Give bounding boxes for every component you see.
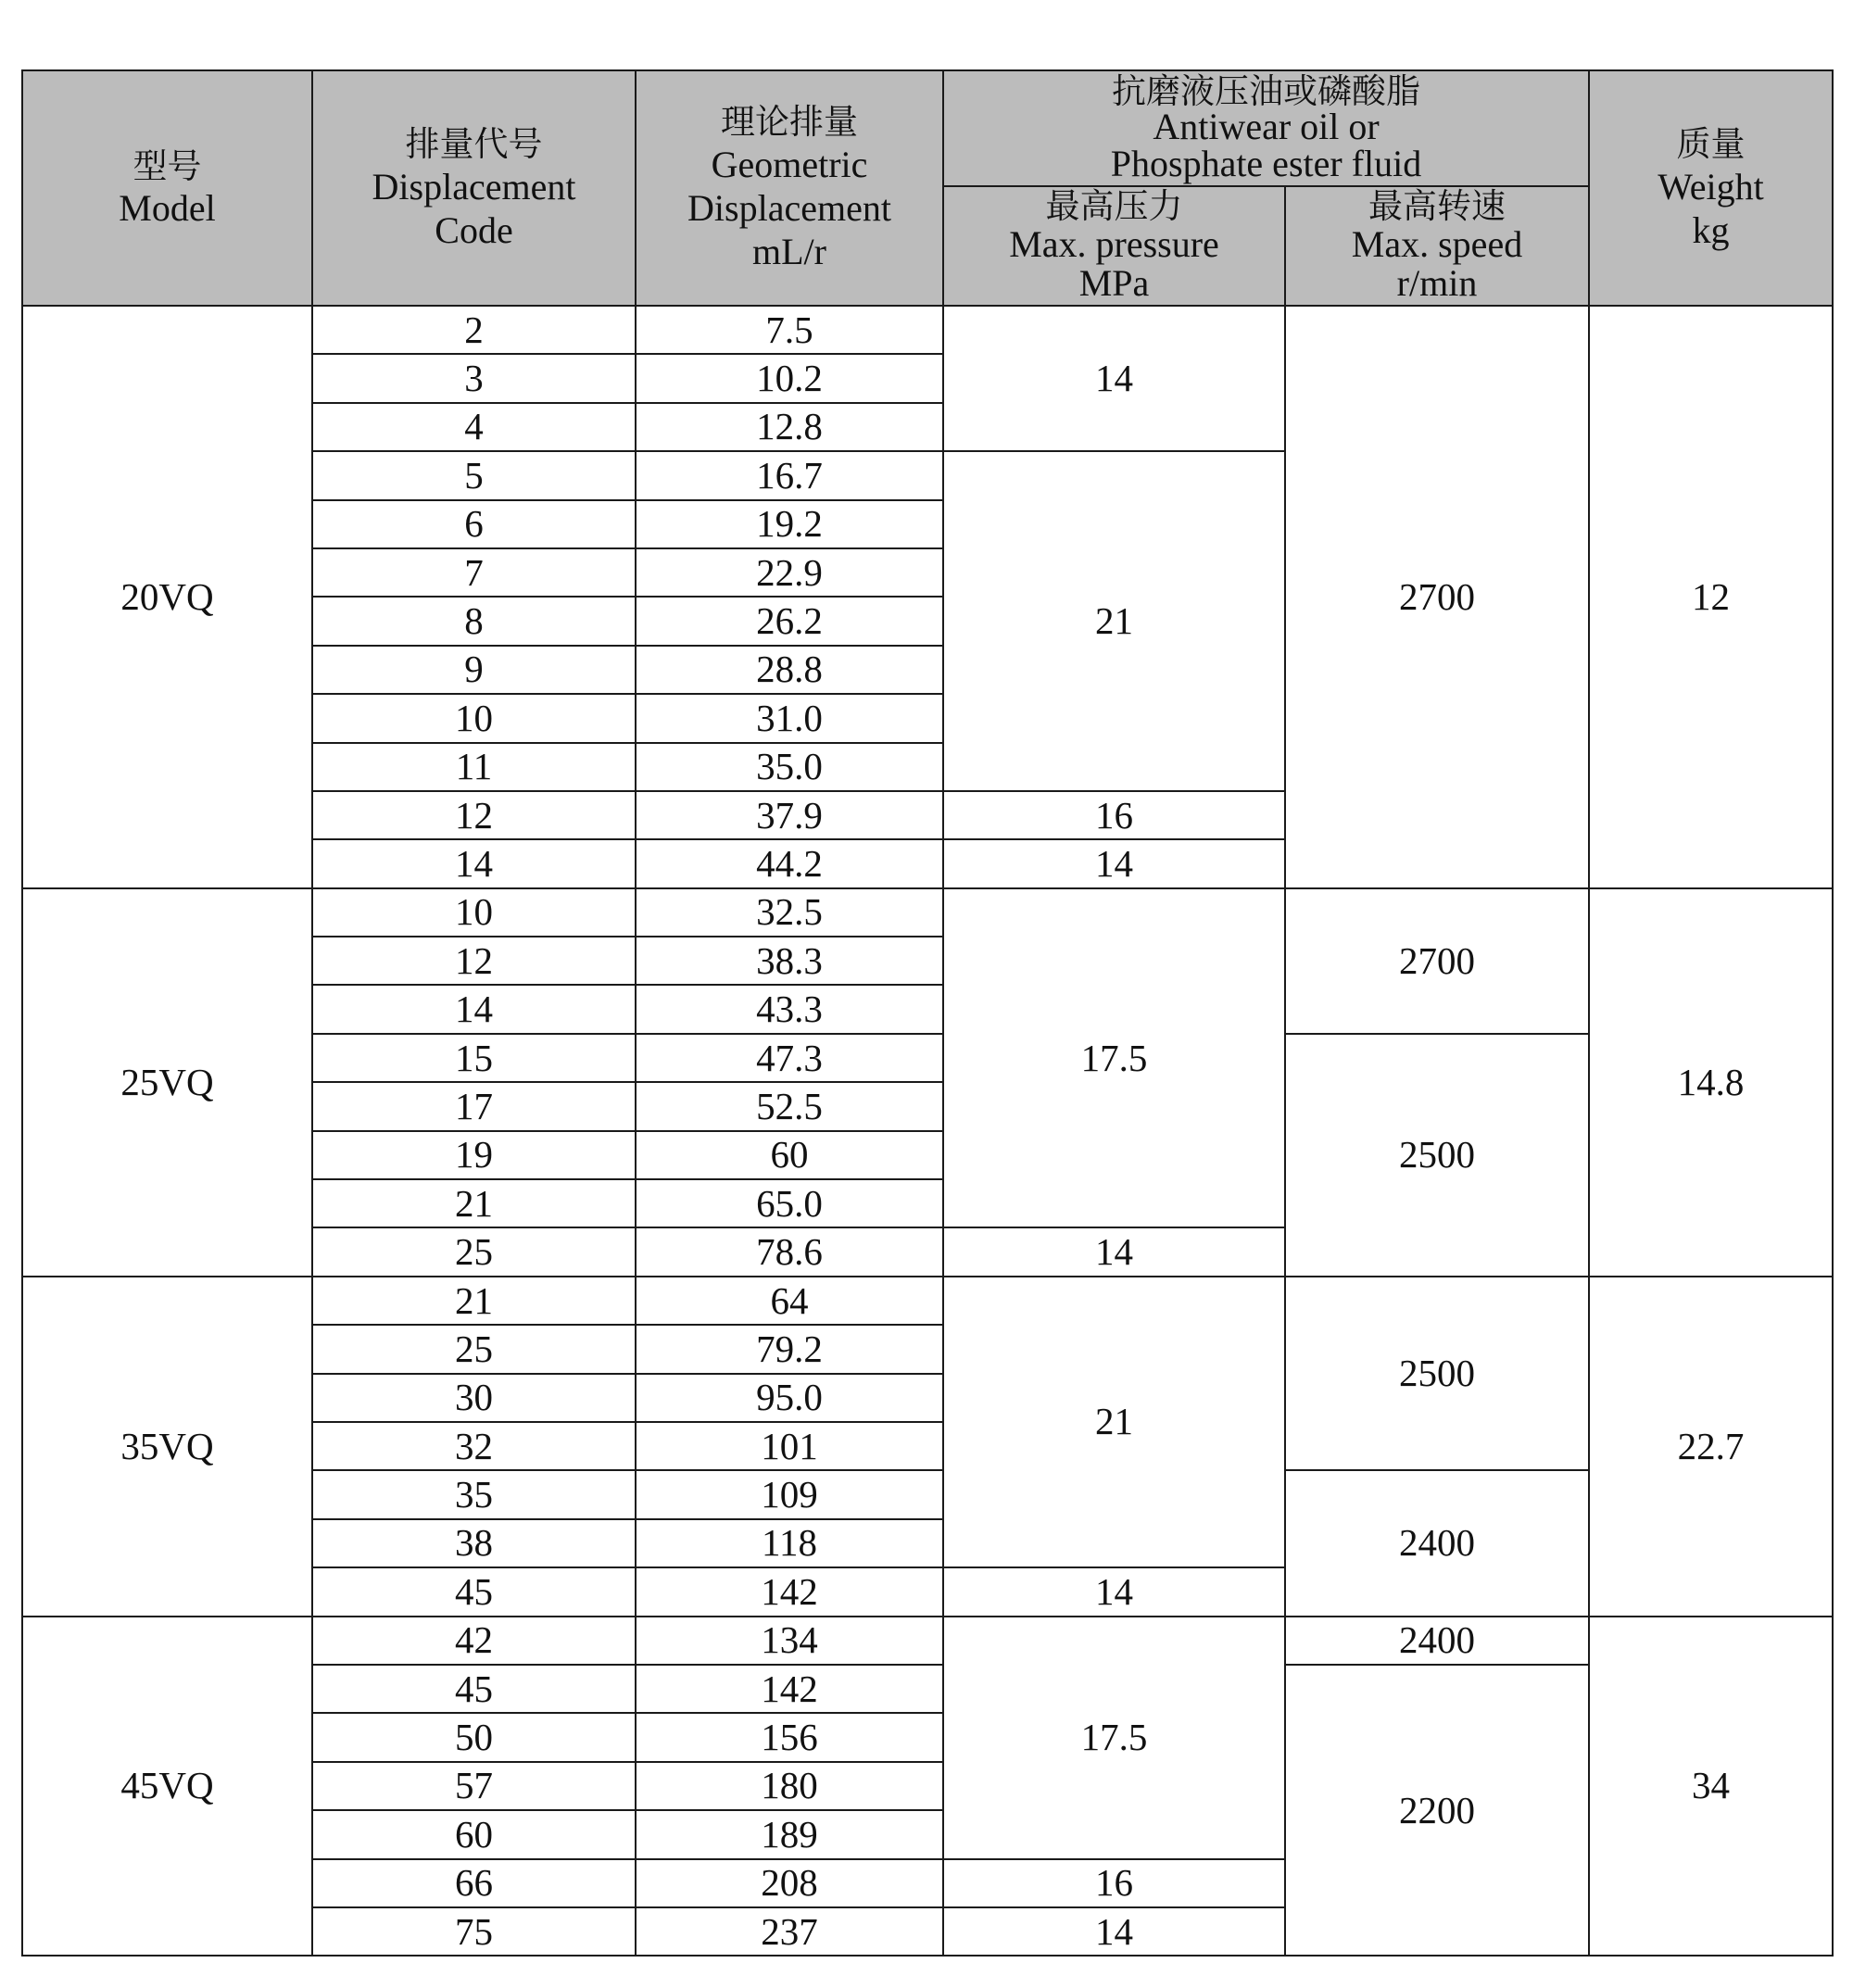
header-weight-unit: kg xyxy=(1692,208,1730,251)
geometric-displacement-cell: 22.9 xyxy=(636,548,943,597)
geometric-displacement-cell: 32.5 xyxy=(636,888,943,937)
geometric-displacement-cell: 142 xyxy=(636,1567,943,1616)
max-pressure-cell: 16 xyxy=(943,791,1285,839)
displacement-code-cell: 21 xyxy=(312,1277,636,1325)
header-fluid xyxy=(943,70,1589,186)
geometric-displacement-cell: 60 xyxy=(636,1131,943,1179)
weight-cell: 14.8 xyxy=(1589,888,1833,1277)
geometric-displacement-cell: 26.2 xyxy=(636,597,943,645)
model-cell: 35VQ xyxy=(22,1277,312,1617)
geometric-displacement-cell: 65.0 xyxy=(636,1179,943,1227)
displacement-code-cell: 6 xyxy=(312,500,636,548)
geometric-displacement-cell: 78.6 xyxy=(636,1227,943,1276)
geometric-displacement-cell: 95.0 xyxy=(636,1374,943,1422)
header-displacement-code xyxy=(312,70,636,306)
header-code-en2: Code xyxy=(435,208,513,251)
model-cell: 25VQ xyxy=(22,888,312,1277)
max-pressure-cell: 14 xyxy=(943,306,1285,451)
displacement-code-cell: 19 xyxy=(312,1131,636,1179)
header-model xyxy=(22,70,312,306)
displacement-code-cell: 45 xyxy=(312,1567,636,1616)
displacement-code-cell: 8 xyxy=(312,597,636,645)
displacement-code-cell: 12 xyxy=(312,791,636,839)
displacement-code-cell: 75 xyxy=(312,1907,636,1956)
displacement-code-cell: 25 xyxy=(312,1227,636,1276)
displacement-code-cell: 30 xyxy=(312,1374,636,1422)
max-pressure-cell: 14 xyxy=(943,839,1285,887)
geometric-displacement-cell: 134 xyxy=(636,1617,943,1665)
displacement-code-cell: 12 xyxy=(312,937,636,985)
max-pressure-cell: 17.5 xyxy=(943,1617,1285,1859)
header-pressure-unit: MPa xyxy=(1078,261,1150,304)
header-geo-en2: Displacement xyxy=(687,187,891,230)
displacement-code-cell: 2 xyxy=(312,306,636,354)
geometric-displacement-cell: 37.9 xyxy=(636,791,943,839)
table-row xyxy=(22,1277,1833,1325)
header-pressure-en: Max. pressure xyxy=(1009,222,1219,265)
header-geometric-displacement xyxy=(636,70,943,306)
geometric-displacement-cell: 38.3 xyxy=(636,937,943,985)
header-model-zh: 型号 xyxy=(132,145,202,186)
geometric-displacement-cell: 35.0 xyxy=(636,743,943,791)
header-geo-zh: 理论排量 xyxy=(721,102,858,143)
max-pressure-cell: 21 xyxy=(943,451,1285,791)
geometric-displacement-cell: 180 xyxy=(636,1762,943,1810)
displacement-code-cell: 14 xyxy=(312,985,636,1033)
model-cell: 45VQ xyxy=(22,1617,312,1957)
weight-cell: 22.7 xyxy=(1589,1277,1833,1617)
header-max-speed xyxy=(1285,186,1589,306)
geometric-displacement-cell: 12.8 xyxy=(636,403,943,451)
max-speed-cell: 2400 xyxy=(1285,1470,1589,1616)
geometric-displacement-cell: 43.3 xyxy=(636,985,943,1033)
max-speed-cell: 2700 xyxy=(1285,888,1589,1034)
geometric-displacement-cell: 156 xyxy=(636,1713,943,1761)
max-pressure-cell: 16 xyxy=(943,1859,1285,1907)
displacement-code-cell: 15 xyxy=(312,1034,636,1082)
displacement-code-cell: 10 xyxy=(312,694,636,742)
displacement-code-cell: 57 xyxy=(312,1762,636,1810)
displacement-code-cell: 11 xyxy=(312,743,636,791)
displacement-code-cell: 21 xyxy=(312,1179,636,1227)
geometric-displacement-cell: 7.5 xyxy=(636,306,943,354)
displacement-code-cell: 50 xyxy=(312,1713,636,1761)
displacement-code-cell: 38 xyxy=(312,1519,636,1567)
max-speed-cell: 2700 xyxy=(1285,306,1589,888)
header-fluid-zh: 抗磨液压油或磷酸脂 xyxy=(1112,71,1420,111)
geometric-displacement-cell: 79.2 xyxy=(636,1325,943,1373)
max-speed-cell: 2500 xyxy=(1285,1277,1589,1471)
header-speed-en: Max. speed xyxy=(1351,222,1523,265)
table-row xyxy=(22,306,1833,354)
header-pressure-zh: 最高压力 xyxy=(1045,186,1183,227)
model-cell: 20VQ xyxy=(22,306,312,888)
geometric-displacement-cell: 28.8 xyxy=(636,646,943,694)
displacement-code-cell: 9 xyxy=(312,646,636,694)
geometric-displacement-cell: 208 xyxy=(636,1859,943,1907)
displacement-code-cell: 35 xyxy=(312,1470,636,1518)
geometric-displacement-cell: 237 xyxy=(636,1907,943,1956)
geometric-displacement-cell: 19.2 xyxy=(636,500,943,548)
displacement-code-cell: 32 xyxy=(312,1422,636,1470)
geometric-displacement-cell: 109 xyxy=(636,1470,943,1518)
header-geo-unit: mL/r xyxy=(752,231,826,273)
displacement-code-cell: 17 xyxy=(312,1082,636,1130)
geometric-displacement-cell: 142 xyxy=(636,1665,943,1713)
geometric-displacement-cell: 118 xyxy=(636,1519,943,1567)
header-geo-en1: Geometric xyxy=(711,144,868,186)
table-header xyxy=(22,70,1833,306)
header-model-en: Model xyxy=(119,187,216,230)
displacement-code-cell: 10 xyxy=(312,888,636,937)
geometric-displacement-cell: 189 xyxy=(636,1810,943,1858)
header-speed-zh: 最高转速 xyxy=(1368,186,1506,227)
displacement-code-cell: 4 xyxy=(312,403,636,451)
displacement-code-cell: 7 xyxy=(312,548,636,597)
displacement-code-cell: 60 xyxy=(312,1810,636,1858)
geometric-displacement-cell: 101 xyxy=(636,1422,943,1470)
geometric-displacement-cell: 10.2 xyxy=(636,354,943,402)
header-weight xyxy=(1589,70,1833,306)
header-max-pressure xyxy=(943,186,1285,306)
displacement-code-cell: 42 xyxy=(312,1617,636,1665)
max-pressure-cell: 17.5 xyxy=(943,888,1285,1228)
geometric-displacement-cell: 44.2 xyxy=(636,839,943,887)
geometric-displacement-cell: 64 xyxy=(636,1277,943,1325)
displacement-code-cell: 45 xyxy=(312,1665,636,1713)
weight-cell: 34 xyxy=(1589,1617,1833,1957)
geometric-displacement-cell: 31.0 xyxy=(636,694,943,742)
geometric-displacement-cell: 47.3 xyxy=(636,1034,943,1082)
pump-spec-table xyxy=(21,69,1834,1957)
header-weight-zh: 质量 xyxy=(1676,123,1746,164)
max-pressure-cell: 14 xyxy=(943,1227,1285,1276)
header-code-zh: 排量代号 xyxy=(405,123,543,164)
table-row xyxy=(22,888,1833,937)
displacement-code-cell: 5 xyxy=(312,451,636,499)
max-speed-cell: 2500 xyxy=(1285,1034,1589,1277)
header-weight-en: Weight xyxy=(1658,165,1764,208)
header-fluid-en1: Antiwear oil or xyxy=(1153,106,1380,147)
weight-cell: 12 xyxy=(1589,306,1833,888)
header-speed-unit: r/min xyxy=(1396,261,1478,304)
table-row xyxy=(22,1617,1833,1665)
table-body xyxy=(22,306,1833,1956)
header-fluid-en2: Phosphate ester fluid xyxy=(1110,143,1422,184)
displacement-code-cell: 25 xyxy=(312,1325,636,1373)
max-pressure-cell: 14 xyxy=(943,1567,1285,1616)
max-pressure-cell: 21 xyxy=(943,1277,1285,1567)
header-code-en1: Displacement xyxy=(372,165,576,208)
max-speed-cell: 2400 xyxy=(1285,1617,1589,1665)
max-pressure-cell: 14 xyxy=(943,1907,1285,1956)
geometric-displacement-cell: 52.5 xyxy=(636,1082,943,1130)
displacement-code-cell: 14 xyxy=(312,839,636,887)
geometric-displacement-cell: 16.7 xyxy=(636,451,943,499)
max-speed-cell: 2200 xyxy=(1285,1665,1589,1956)
displacement-code-cell: 3 xyxy=(312,354,636,402)
displacement-code-cell: 66 xyxy=(312,1859,636,1907)
